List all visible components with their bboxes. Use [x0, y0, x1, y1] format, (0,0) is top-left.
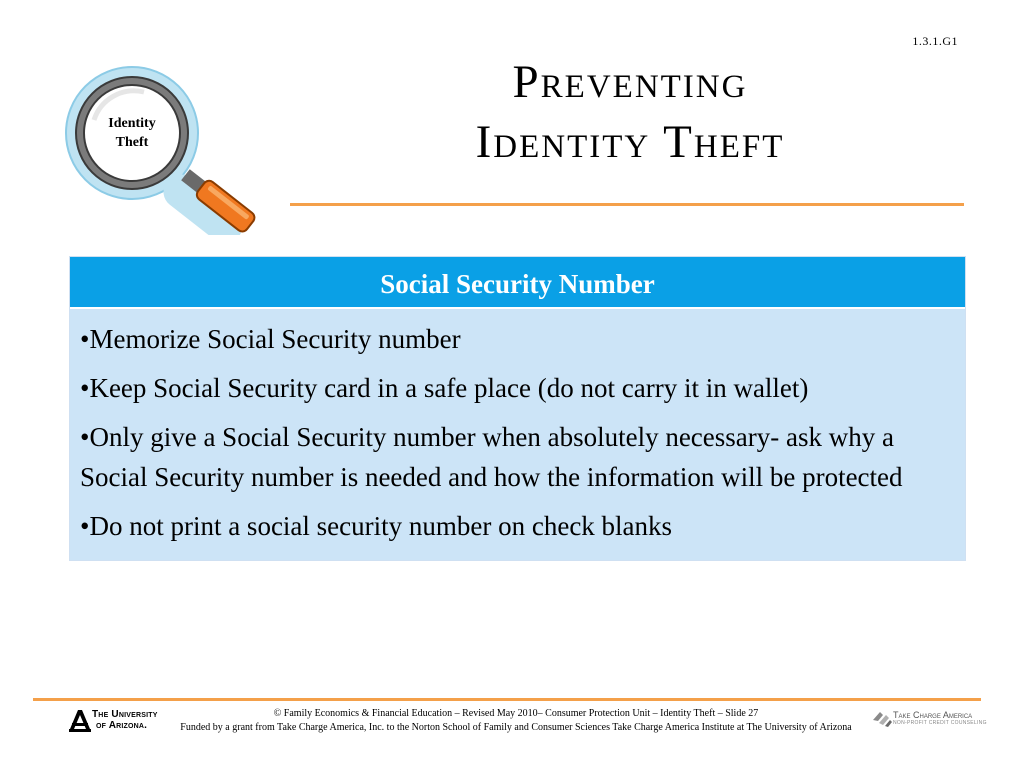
- magnifier-label-line1: Identity: [108, 116, 156, 131]
- table-header: Social Security Number: [70, 257, 965, 307]
- footer-funding: Funded by a grant from Take Charge America, Inc. to the Norton School of Family and Consumer Sciences Take Charge America Institute at The University of Arizona: [180, 722, 852, 733]
- ua-logo-line2: of Arizona.: [96, 720, 148, 731]
- content-table: [69, 256, 966, 561]
- take-charge-america-wordmark: [893, 710, 987, 726]
- footer-credits: [160, 707, 872, 735]
- magnifier-label: [92, 114, 172, 152]
- university-of-arizona-wordmark: [92, 709, 158, 731]
- ua-logo-line1: The University: [92, 709, 158, 720]
- bullet-item: •Only give a Social Security number when absolutely necessary- ask why a Social Security number is needed and how the information will be protected: [80, 422, 903, 492]
- title-line-1: Preventing: [512, 56, 748, 108]
- page-title: [330, 52, 930, 172]
- title-divider: [290, 203, 964, 206]
- magnifier-label-line2: Theft: [115, 135, 149, 150]
- bullet-item: •Keep Social Security card in a safe place (do not carry it in wallet): [80, 373, 809, 403]
- slide-code: 1.3.1.G1: [912, 34, 958, 48]
- footer-copyright: © Family Economics & Financial Education – Revised May 2010– Consumer Protection Unit – Identity Theft – Slide 27: [273, 708, 759, 719]
- table-body: [70, 307, 965, 560]
- tca-logo-name: Take Charge America: [893, 710, 973, 720]
- bullet-item: •Memorize Social Security number: [80, 324, 461, 354]
- footer-divider: [33, 698, 981, 701]
- title-line-2: Identity Theft: [475, 116, 785, 168]
- bullet-item: •Do not print a social security number on check blanks: [80, 511, 673, 541]
- tca-logo-tagline: NON-PROFIT CREDIT COUNSELING: [893, 720, 987, 726]
